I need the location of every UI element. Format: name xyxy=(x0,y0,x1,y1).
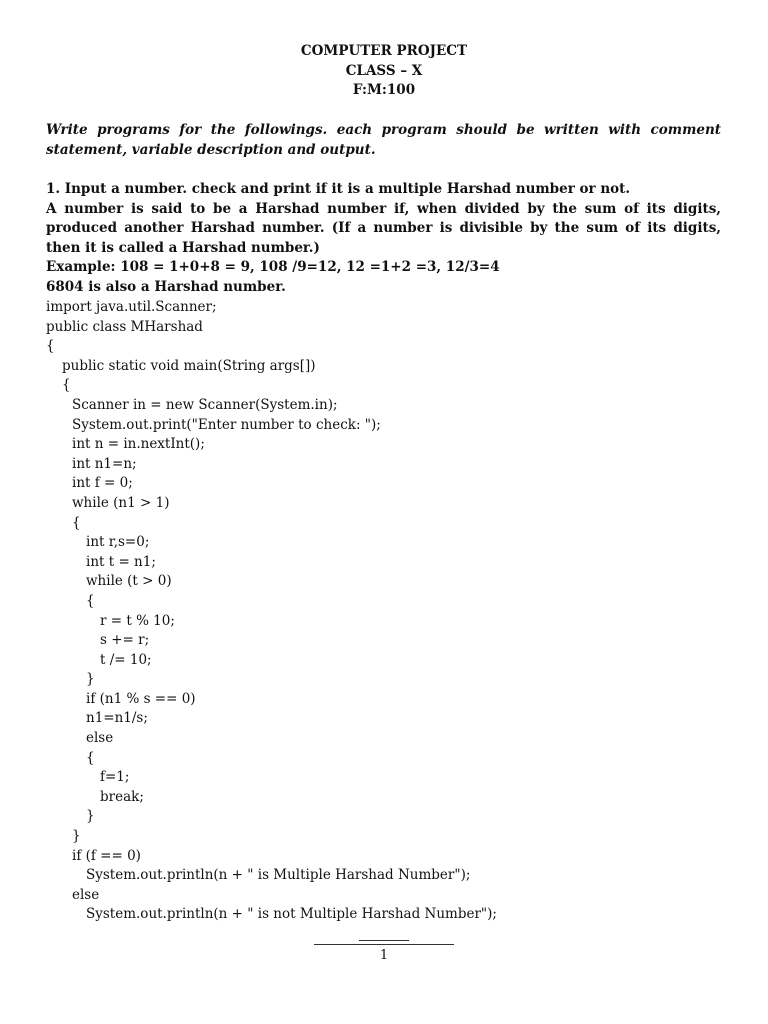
code-line: public static void main(String args[]) xyxy=(62,357,316,374)
instructions: Write programs for the followings. each program should be written with comment statement, variable description and output. xyxy=(46,122,721,158)
code-line: { xyxy=(62,377,71,394)
code-line: s += r; xyxy=(100,632,150,649)
page-footer xyxy=(0,934,768,963)
code-line: import java.util.Scanner; xyxy=(46,299,217,315)
code-line: r = t % 10; xyxy=(100,612,175,629)
header-class: CLASS – X xyxy=(345,62,423,79)
footer-divider-short xyxy=(359,940,409,941)
code-line: { xyxy=(46,338,55,355)
question-1-example-2: 6804 is also a Harshad number. xyxy=(46,278,286,295)
code-line: int n1=n; xyxy=(72,455,137,472)
code-line: int r,s=0; xyxy=(86,534,150,551)
code-line: while (n1 > 1) xyxy=(72,494,170,511)
code-line: if (f == 0) xyxy=(72,847,141,864)
code-line: System.out.println(n + " is not Multiple Harshad Number"); xyxy=(86,906,497,923)
code-line: n1=n1/s; xyxy=(86,710,148,727)
footer-divider-long xyxy=(314,944,454,945)
code-line: else xyxy=(86,730,114,747)
code-line: int t = n1; xyxy=(86,553,156,570)
code-line: int f = 0; xyxy=(72,475,133,492)
page-number: 1 xyxy=(379,948,389,963)
code-line: System.out.print("Enter number to check: "); xyxy=(72,416,381,433)
code-line: f=1; xyxy=(100,769,130,786)
code-line: int n = in.nextInt(); xyxy=(72,436,205,453)
code-line: t /= 10; xyxy=(100,651,152,668)
header-title: COMPUTER PROJECT xyxy=(300,43,468,59)
header-full-marks: F:M:100 xyxy=(352,82,416,99)
question-1-example: Example: 108 = 1+0+8 = 9, 108 /9=12, 12 =1+2 =3, 12/3=4 xyxy=(46,259,500,276)
code-line: System.out.println(n + " is Multiple Harshad Number"); xyxy=(86,867,471,884)
code-line: else xyxy=(72,886,100,903)
code-line: if (n1 % s == 0) xyxy=(86,690,196,707)
question-1-definition: A number is said to be a Harshad number if, when divided by the sum of its digits, produced another Harshad number. (If a number is divisible by the sum of its digits, then it is called a Harshad number.) xyxy=(46,200,721,256)
code-line: } xyxy=(86,671,95,688)
document-header xyxy=(0,42,768,101)
code-line: Scanner in = new Scanner(System.in); xyxy=(72,396,338,413)
code-line: public class MHarshad xyxy=(46,318,203,335)
code-line: break; xyxy=(100,788,144,805)
question-1-title: 1. Input a number. check and print if it is a multiple Harshad number or not. xyxy=(46,181,631,197)
code-line: } xyxy=(86,808,95,825)
code-line: } xyxy=(72,828,81,845)
question-1 xyxy=(46,180,721,298)
code-line: { xyxy=(86,749,95,766)
code-line: { xyxy=(86,592,95,609)
code-line: while (t > 0) xyxy=(86,573,172,590)
code-listing xyxy=(46,298,726,925)
code-line: { xyxy=(72,514,81,531)
